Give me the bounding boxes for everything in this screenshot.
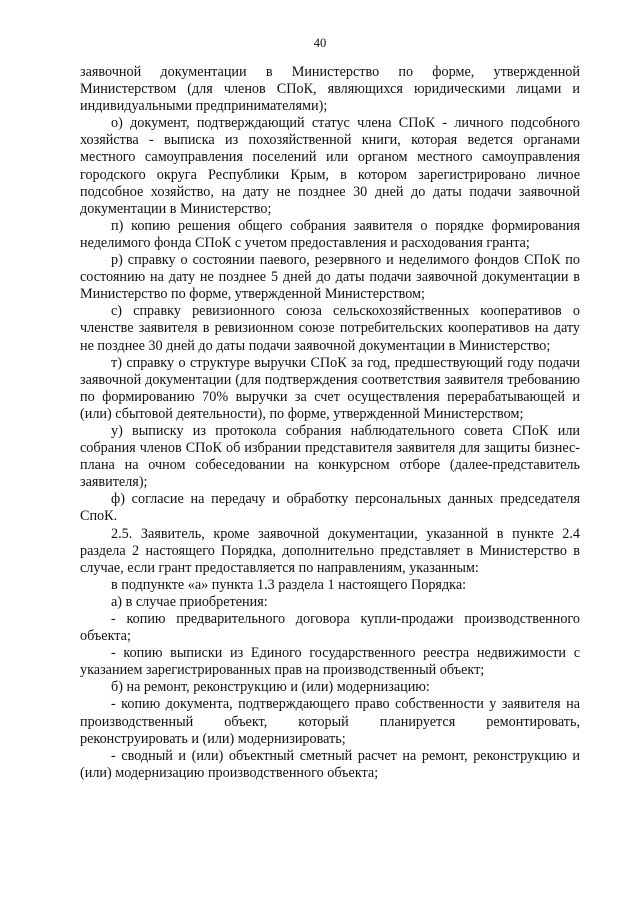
- paragraph-bullet-egrn: - копию выписки из Единого государственного реестра недвижимости с указанием зарегистрированных прав на производственный объект;: [80, 645, 580, 679]
- paragraph-item-p: п) копию решения общего собрания заявителя о порядке формирования неделимого фонда СПоК с учетом предоставления и расходования гранта;: [80, 217, 580, 251]
- paragraph-case-purchase: а) в случае приобретения:: [111, 593, 268, 610]
- paragraph-bullet-estimate: - сводный и (или) объектный сметный расчет на ремонт, реконструкцию и (или) модернизацию производственного объекта;: [80, 747, 580, 781]
- paragraph-item-t: т) справку о структуре выручки СПоК за год, предшествующий году подачи заявочной документации (для подтверждения соответствия заявителя требованию по формированию 70% выручки за счет осуществления перерабатывающей и (или) сбытовой деятельности), по форме, утвержденной Министерством;: [80, 354, 580, 422]
- paragraph-bullet-contract: - копию предварительного договора купли-продажи производственного объекта;: [80, 611, 580, 645]
- paragraph-section-2-5: 2.5. Заявитель, кроме заявочной документации, указанной в пункте 2.4 раздела 2 настоящего Порядка, дополнительно представляет в Министерство в случае, если грант предоставляется по направлениям, указанным:: [80, 525, 580, 576]
- paragraph-subpoint-a-ref: в подпункте «а» пункта 1.3 раздела 1 настоящего Порядка:: [111, 576, 467, 593]
- paragraph-bullet-ownership: - копию документа, подтверждающего право собственности у заявителя на производственный объект, который планируется ремонтировать, реконструировать и (или) модернизировать;: [80, 696, 580, 747]
- paragraph-item-u: у) выписку из протокола собрания наблюдательного совета СПоК или собрания членов СПоК об избрании представителя заявителя для защиты бизнес-плана на очном собеседовании на конкурсном отборе (далее-представитель заявителя);: [80, 422, 580, 491]
- paragraph-continuation: заявочной документации в Министерство по форме, утвержденной Министерством (для членов СПоК, являющихся юридическими лицами и индивидуальными предпринимателями);: [80, 64, 580, 115]
- paragraph-item-f: ф) согласие на передачу и обработку персональных данных председателя СпоК.: [80, 491, 580, 525]
- page-number: 40: [313, 36, 327, 50]
- paragraph-item-o: о) документ, подтверждающий статус члена СПоК - личного подсобного хозяйства - выписка из похозяйственной книги, которая ведется органами местного самоуправления поселений или органом местного самоуправления городского округа Республики Крым, в котором зарегистрировано личное подсобное хозяйство, на дату не позднее 30 дней до даты подачи заявочной документации в Министерство;: [80, 115, 580, 217]
- paragraph-case-repair: б) на ремонт, реконструкцию и (или) модернизацию:: [111, 679, 430, 696]
- document-body: [80, 64, 580, 782]
- paragraph-item-r: р) справку о состоянии паевого, резервного и неделимого фондов СПоК по состоянию на дату не позднее 5 дней до даты подачи заявочной документации в Министерство по форме, утвержденной Министерством;: [80, 252, 580, 303]
- paragraph-item-s: с) справку ревизионного союза сельскохозяйственных кооперативов о членстве заявителя в ревизионном союзе потребительских кооперативов на дату не позднее 30 дней до даты подачи заявочной документации в Министерство;: [80, 303, 580, 354]
